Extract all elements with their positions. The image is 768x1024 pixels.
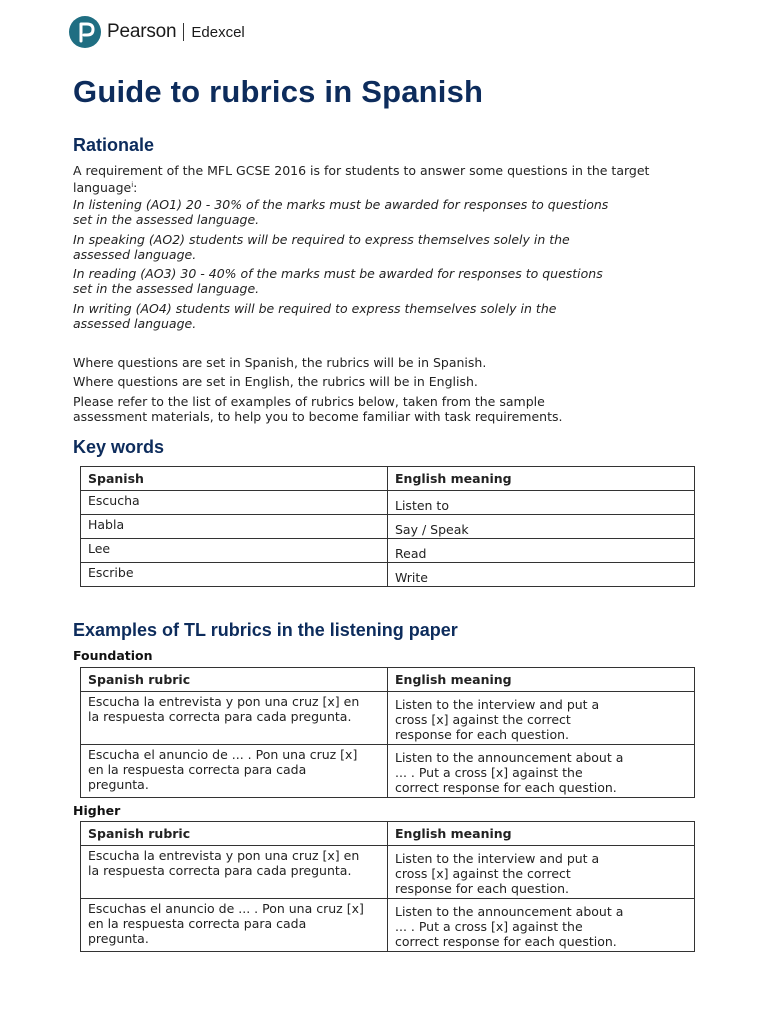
rationale-intro-line2: language$^i$: [73,180,138,195]
rationale-item-writing: In writing (AO4) students will be required to express themselves solely in the assessed language. [73,301,557,331]
rationale-item-speaking: In speaking (AO2) students will be required to express themselves solely in the assessed language. [73,232,570,262]
logo-brand: Pearson [107,21,177,42]
higher-label: Higher [73,803,121,818]
table-header-row [81,467,695,491]
english-meaning: Write [388,563,695,587]
table-row [81,692,695,745]
table-header-row [81,668,695,692]
foundation-label: Foundation [73,648,153,663]
english-meaning: Listen to the interview and put a cross [x] against the correct response for each question. [388,692,695,745]
logo-sub: Edexcel [191,23,245,41]
table-row [81,846,695,899]
english-meaning: Listen to the announcement about a ... . Put a cross [x] against the correct response for each question. [388,745,695,798]
rationale-item-reading: In reading (AO3) 30 - 40% of the marks must be awarded for responses to questions set in the assessed language. [73,266,603,296]
rationale-item-listening: In listening (AO1) 20 - 30% of the marks must be awarded for responses to questions set in the assessed language. [73,197,609,227]
footnote-marker: i [131,181,134,189]
spanish-rubric: Escuchas el anuncio de ... . Pon una cruz [x] en la respuesta correcta para cada pregunta. [81,899,388,952]
listening-heading: Examples of TL rubrics in the listening paper [73,620,458,640]
pearson-logo-icon [69,16,101,48]
table-row [81,515,695,539]
spanish-word: Escribe [81,563,388,587]
spanish-word: Escucha [81,491,388,515]
spanish-rubric: Escucha la entrevista y pon una cruz [x] en la respuesta correcta para cada pregunta. [81,846,388,899]
keywords-heading: Key words [73,437,165,457]
pearson-edexcel-logo [69,15,245,49]
column-header-english: English meaning [388,822,695,846]
table-row [81,539,695,563]
english-meaning: Listen to the interview and put a cross [x] against the correct response for each question. [388,846,695,899]
table-header-row [81,822,695,846]
table-row [81,491,695,515]
logo-divider [183,23,184,41]
column-header-english: English meaning [388,467,695,491]
column-header-spanish-rubric: Spanish rubric [81,822,388,846]
table-row [81,899,695,952]
english-meaning: Listen to the announcement about a ... . Put a cross [x] against the correct response for each question. [388,899,695,952]
table-row [81,563,695,587]
column-header-spanish-rubric: Spanish rubric [81,668,388,692]
page-title: Guide to rubrics in Spanish [73,74,484,109]
english-meaning: Read [388,539,695,563]
note-spanish: Where questions are set in Spanish, the rubrics will be in Spanish. [73,355,487,370]
table-row [81,745,695,798]
spanish-word: Lee [81,539,388,563]
column-header-spanish: Spanish [81,467,388,491]
foundation-table [80,667,695,798]
rationale-intro-line1: A requirement of the MFL GCSE 2016 is for students to answer some questions in the target [73,163,650,178]
note-english: Where questions are set in English, the rubrics will be in English. [73,374,478,389]
keywords-table [80,466,695,587]
rationale-intro [73,163,649,195]
spanish-rubric: Escucha el anuncio de ... . Pon una cruz [x] en la respuesta correcta para cada pregunta. [81,745,388,798]
note-refer: Please refer to the list of examples of rubrics below, taken from the sample assessment materials, to help you to become familiar with task requirements. [73,394,563,424]
spanish-rubric: Escucha la entrevista y pon una cruz [x] en la respuesta correcta para cada pregunta. [81,692,388,745]
english-meaning: Say / Speak [388,515,695,539]
higher-table [80,821,695,952]
column-header-english: English meaning [388,668,695,692]
english-meaning: Listen to [388,491,695,515]
spanish-word: Habla [81,515,388,539]
rationale-heading: Rationale [73,135,155,155]
